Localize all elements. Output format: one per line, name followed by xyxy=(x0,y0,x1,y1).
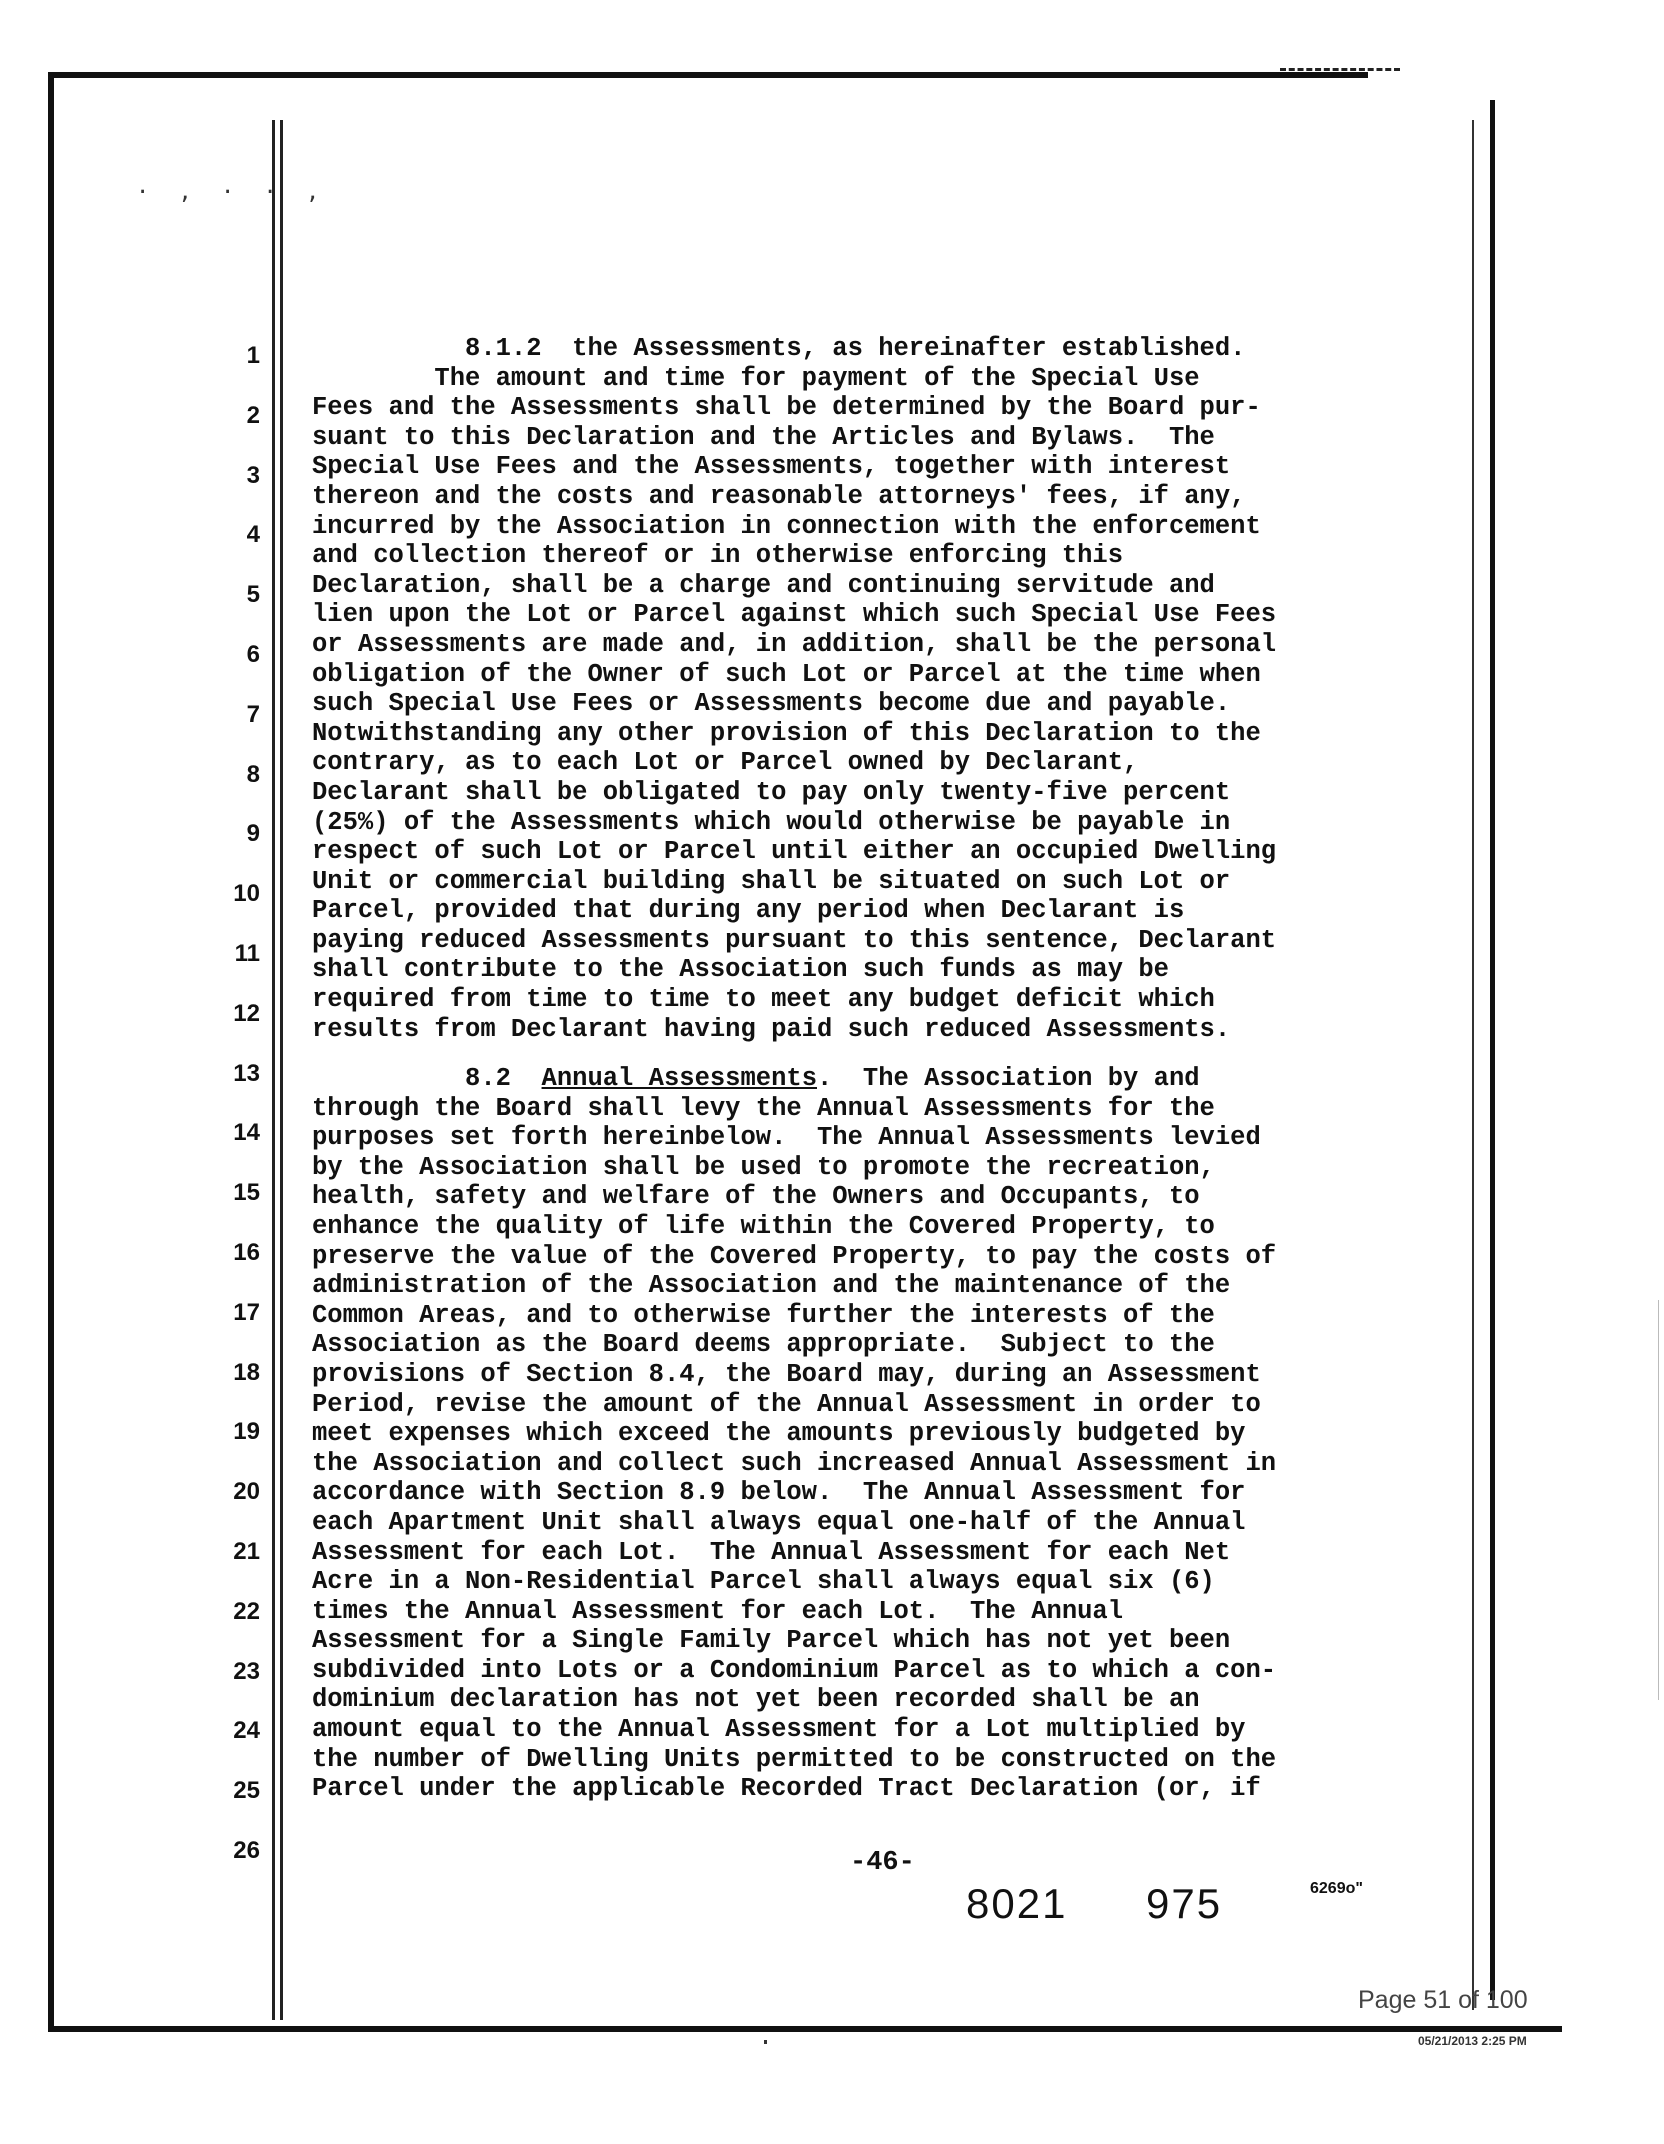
line-number: 10 xyxy=(233,880,260,908)
page-border-bottom xyxy=(48,2026,1562,2032)
page-border-left xyxy=(48,72,54,2032)
line-number: 11 xyxy=(234,940,260,967)
line-number: 23 xyxy=(233,1657,260,1685)
line-number: 5 xyxy=(246,581,260,609)
page-number: -46- xyxy=(850,1848,915,1878)
line-number: 24 xyxy=(233,1717,260,1745)
line-number: 26 xyxy=(233,1837,260,1864)
print-timestamp: 05/21/2013 2:25 PM xyxy=(1418,2034,1527,2048)
line-number: 15 xyxy=(233,1179,260,1207)
paragraph-8-1-2: 8.1.2 the Assessments, as hereinafter established. The amount and time for payment of the Special Use Fees and the Assessments shall be determined by the Board pur- suant to this Declaration and the Articles and Bylaws. The Special Use Fees and the Assessments, together with interest thereon and the costs and reasonable attorneys' fees, if any, incurred by the Association in connection with the enforcement and collection thereof or in otherwise enforcing this Declaration, shall be a charge and continuing servitude and lien upon the Lot or Parcel against which such Special Use Fees or Assessments are made and, in addition, shall be the personal obligation of the Owner of such Lot or Parcel at the time when such Special Use Fees or Assessments become due and payable. Notwithstanding any other provision of this Declaration to the contrary, as to each Lot or Parcel owned by Declarant, Declarant shall be obligated to pay only twenty-five percent (25%) of the Assessments which would otherwise be payable in respect of such Lot or Parcel until either an occupied Dwelling Unit or commercial building shall be situated on such Lot or Parcel, provided that during any period when Declarant is paying reduced Assessments pursuant to this sentence, Declarant shall contribute to the Association such funds as may be required from time to time to meet any budget deficit which results from Declarant having paid such reduced Assessments. xyxy=(312,334,1277,1044)
line-number: 9 xyxy=(246,820,260,848)
left-margin-rule-double xyxy=(280,120,283,2020)
right-margin-rule xyxy=(1472,120,1474,2010)
paragraph-8-2 xyxy=(312,1064,1442,1804)
scan-specks: · , · · , xyxy=(136,180,328,205)
line-number: 21 xyxy=(233,1538,260,1565)
line-number: 14 xyxy=(233,1119,260,1147)
page-border-right xyxy=(1490,100,1495,2000)
scan-artifact-line xyxy=(1658,1300,1659,1700)
section-first-line: . The Association by and xyxy=(817,1064,1200,1093)
recording-stamp-page: 975 xyxy=(1146,1880,1223,1927)
section-prefix: 8.2 xyxy=(312,1064,542,1093)
line-number: 8 xyxy=(246,760,260,788)
line-number: 6 xyxy=(246,641,260,668)
line-number: 12 xyxy=(233,999,260,1027)
line-number: 7 xyxy=(246,700,260,728)
line-number: 1 xyxy=(246,342,260,369)
line-number: 22 xyxy=(233,1597,260,1625)
line-number: 20 xyxy=(233,1478,260,1506)
line-number: 19 xyxy=(233,1418,260,1446)
line-number: 17 xyxy=(233,1298,260,1326)
recording-stamp-book: 8021 xyxy=(966,1880,1068,1927)
scan-dot xyxy=(764,2040,767,2044)
line-number: 16 xyxy=(233,1239,260,1266)
line-number: 13 xyxy=(233,1059,260,1087)
line-number: 3 xyxy=(246,461,260,489)
recording-code: 6269o" xyxy=(1310,1880,1363,1897)
line-number: 2 xyxy=(246,401,260,429)
section-body: through the Board shall levy the Annual Assessments for the purposes set forth hereinbelow. The Annual Assessments levied by the Association shall be used to promote the recreation, health, safety and welfare of the Owners and Occupants, to enhance the quality of life within the Covered Property, to preserve the value of the Covered Property, to pay the costs of administration of the Association and the maintenance of the Common Areas, and to otherwise further the interests of the Association as the Board deems appropriate. Subject to the provisions of Section 8.4, the Board may, during an Assessment Period, revise the amount of the Annual Assessment in order to meet expenses which exceed the amounts previously budgeted by the Association and collect such increased Annual Assessment in accordance with Section 8.9 below. The Annual Assessment for each Apartment Unit shall always equal one-half of the Annual Assessment for each Lot. The Annual Assessment for each Net Acre in a Non-Residential Parcel shall always equal six (6) times the Annual Assessment for each Lot. The Annual Assessment for a Single Family Parcel which has not yet been subdivided into Lots or a Condominium Parcel as to which a con- dominium declaration has not yet been recorded shall be an amount equal to the Annual Assessment for a Lot multiplied by the number of Dwelling Units permitted to be constructed on the Parcel under the applicable Recorded Tract Declaration (or, if xyxy=(312,1093,1277,1804)
section-heading: Annual Assessments xyxy=(541,1064,817,1093)
page-of-indicator: Page 51 of 100 xyxy=(1358,1986,1528,2014)
line-number: 18 xyxy=(233,1358,260,1386)
line-number: 25 xyxy=(233,1777,260,1805)
left-margin-rule xyxy=(272,120,275,2020)
page-border-top-dashed xyxy=(1280,68,1400,74)
line-number: 4 xyxy=(246,521,260,549)
page-border-top xyxy=(48,72,1368,78)
